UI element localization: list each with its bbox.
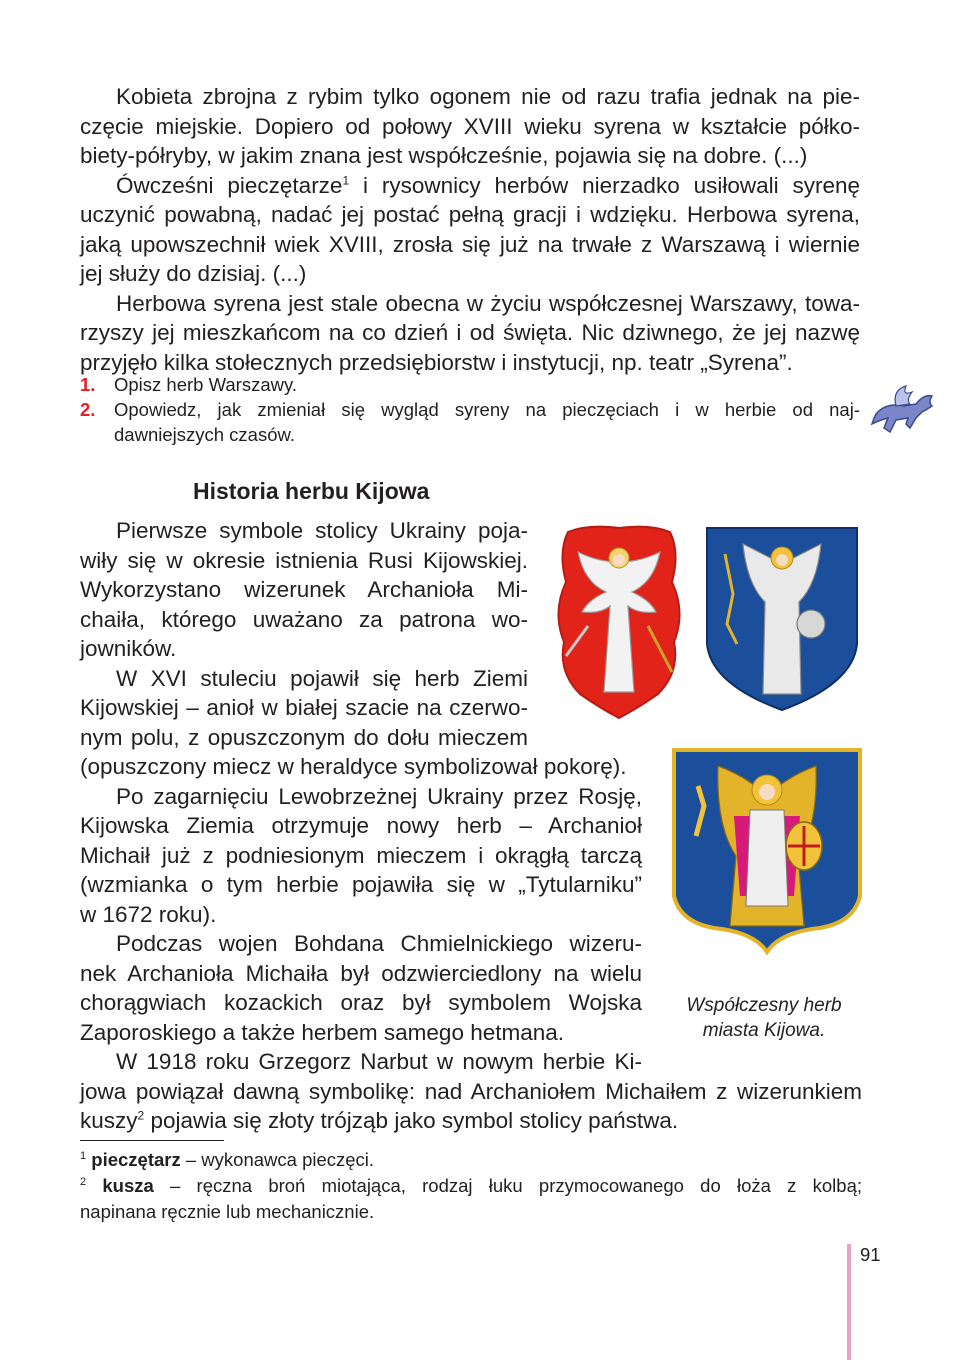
red-coat-of-arms-image	[548, 522, 690, 722]
text-line: jej służy do dzisiaj. (...)	[80, 261, 307, 286]
text-line: Kijowskiej – anioł w białej szacie na czerwo-	[80, 695, 528, 720]
text-line: (opuszczony miecz w heraldyce symbolizował pokorę).	[80, 754, 627, 779]
text-line: chorągwiach kozackich oraz był symbolem Wojska	[80, 990, 642, 1015]
task-item	[80, 397, 860, 447]
text-line: jaką upowszechnił wiek XVIII, zrosła się już na trwałe z Warszawą i wiernie	[80, 231, 860, 257]
footnotes	[80, 1147, 862, 1225]
text-line: nym polu, z opuszczonym do dołu mieczem	[80, 724, 528, 750]
task-number: 2.	[80, 399, 96, 420]
task-number: 1.	[80, 374, 96, 395]
task-item	[80, 372, 860, 397]
text-line: Kijowska Ziemia otrzymuje nowy herb – Archanioł	[80, 813, 642, 838]
text-line: nek Archanioła Michaiła był odzwierciedlony na wielu	[80, 960, 642, 986]
footnote-ref: 1	[342, 173, 350, 187]
text-line: Herbowa syrena jest stale obecna w życiu współczesnej Warszawy, towa-	[116, 290, 860, 316]
text-line: w 1672 roku).	[80, 901, 217, 927]
text-line: uczynić powabną, nadać jej postać pełną gracji i wdzięku. Herbowa syrena,	[80, 202, 860, 227]
text-line: chaiła, którego uważano za patrona wo-	[80, 606, 528, 632]
text-line: Wykorzystano wizerunek Archanioła Mi-	[80, 577, 528, 602]
text-line: W 1918 roku Grzegorz Narbut w nowym herbie Ki-	[116, 1049, 642, 1074]
blue-coat-of-arms-image	[703, 524, 861, 714]
text-line: częcie miejskie. Dopiero od połowy XVIII wieku syrena w kształcie półko-	[80, 113, 860, 139]
text-line: Michaił już z podniesionym mieczem i okrągłą tarczą	[80, 842, 642, 868]
text-line: Kobieta zbrojna z rybim tylko ogonem nie od razu trafia jednak na pie-	[116, 84, 860, 109]
text-line: W XVI stuleciu pojawił się herb Ziemi	[116, 665, 528, 691]
footnote-divider	[80, 1140, 224, 1141]
page-number: 91	[860, 1244, 881, 1265]
task-text: dawniejszych czasów.	[114, 424, 295, 445]
text-line: (wzmianka o tym herbie pojawiła się w „Tytularniku”	[80, 872, 642, 897]
text-line: Po zagarnięciu Lewobrzeżnej Ukrainy przez Rosję,	[116, 783, 642, 809]
text-line: Ówcześni pieczętarze$^1$ i rysownicy herbów nierzadko usiłowali syrenę	[116, 172, 860, 198]
footnote-term: pieczętarz	[91, 1149, 181, 1170]
footnote-2: $^2$ kusza – ręczna broń miotająca, rodzaj łuku przymocowanego do łoża z kolbą; napinana ręcznie lub mechanicznie.	[80, 1175, 863, 1222]
text-line: jowa powiązał dawną symbolikę: nad Archaniołem Michaiłem z wizerunkiem	[80, 1078, 862, 1104]
task-text: Opisz herb Warszawy.	[114, 374, 297, 395]
text-line: kuszy$^2$ pojawia się złoty trójząb jako symbol stolicy państwa.	[80, 1108, 679, 1133]
kyiv-coat-of-arms-image	[670, 746, 864, 956]
text-line: przyjęło kilka stołecznych przedsiębiorstw i instytucji, np. teatr „Syrena”.	[80, 349, 793, 375]
section-heading: Historia herbu Kijowa	[193, 478, 430, 504]
text-line: Zaporoskiego a także herbem samego hetmana.	[80, 1019, 565, 1045]
text-line: biety-półryby, w jakim znana jest współcześnie, pojawia się na dobre. (...)	[80, 143, 808, 168]
footnote-term: kusza	[102, 1175, 154, 1196]
image-caption: Współczesny herb miasta Kijowa.	[686, 995, 842, 1041]
footnote-1: $^1$ pieczętarz – wykonawca pieczęci.	[80, 1149, 375, 1170]
task-text: Opowiedz, jak zmieniał się wygląd syreny na pieczęciach i w herbie od naj-	[114, 399, 860, 420]
text-line: Pierwsze symbole stolicy Ukrainy poja-	[116, 518, 528, 543]
text-line: jowników.	[80, 636, 177, 661]
intro-text	[80, 82, 860, 377]
margin-bar	[847, 1244, 851, 1360]
text-line: Podczas wojen Bohdana Chmielnickiego wizeru-	[116, 931, 642, 956]
text-line: rzyszy jej mieszkańcom na co dzień i od święta. Nic dziwnego, że jej nazwę	[80, 320, 860, 345]
task-list	[80, 372, 860, 447]
pegasus-icon	[866, 384, 946, 444]
footnote-ref: 2	[137, 1108, 145, 1123]
text-line: wiły się w okresie istnienia Rusi Kijowskiej.	[80, 547, 528, 573]
